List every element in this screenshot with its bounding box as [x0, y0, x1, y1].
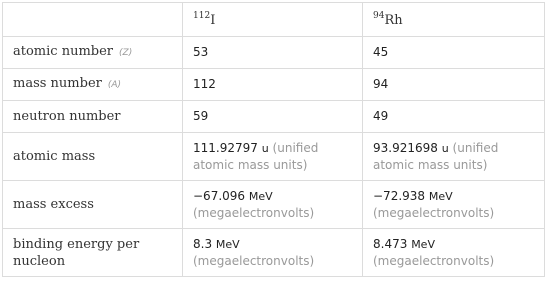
- value-number: 8.3: [193, 236, 213, 251]
- value-cell: [363, 181, 545, 229]
- value-unit: MeV: [248, 189, 273, 203]
- value-number: 8.473: [373, 236, 408, 251]
- row-label: atomic mass: [3, 133, 183, 181]
- value-cell: [183, 133, 363, 181]
- value-cell: 94: [363, 69, 545, 101]
- value-unit: MeV: [428, 189, 453, 203]
- isotope-comparison-table: [2, 2, 545, 277]
- row-label: atomic number (Z): [3, 37, 183, 69]
- row-symbol: (A): [107, 80, 122, 90]
- table-row-atomic-number: [3, 37, 545, 69]
- value-cell: 45: [363, 37, 545, 69]
- header-isotope-2: [363, 3, 545, 37]
- value-number: −67.096: [193, 188, 246, 203]
- value-cell: 59: [183, 101, 363, 133]
- isotope-2-mass-number: 94: [373, 11, 385, 21]
- unit-description: (megaelectronvolts): [373, 253, 495, 268]
- value-number: 111.92797: [193, 140, 258, 155]
- value-cell: [363, 229, 545, 277]
- isotope-1-symbol: I: [210, 13, 216, 28]
- row-label: mass number (A): [3, 69, 183, 101]
- value-unit: MeV: [215, 237, 240, 251]
- value-cell: 112: [183, 69, 363, 101]
- unit-description: (megaelectronvolts): [373, 205, 495, 220]
- table-row-neutron-number: [3, 101, 545, 133]
- row-label: binding energy per nucleon: [3, 229, 183, 277]
- isotope-2-symbol: Rh: [384, 13, 403, 28]
- row-symbol: (Z): [119, 48, 133, 58]
- header-row: [3, 3, 545, 37]
- value-unit: MeV: [411, 237, 435, 251]
- header-isotope-1: [183, 3, 363, 37]
- value-number: −72.938: [373, 188, 426, 203]
- table-row-atomic-mass: [3, 133, 545, 181]
- value-cell: [183, 181, 363, 229]
- unit-description: (unified atomic mass units): [193, 140, 319, 172]
- unit-description: (unified atomic mass units): [373, 140, 499, 172]
- value-number: 93.921698: [373, 140, 438, 155]
- table-row-mass-excess: [3, 181, 545, 229]
- value-cell: [363, 133, 545, 181]
- unit-description: (megaelectronvolts): [193, 253, 315, 268]
- value-unit: u: [441, 141, 449, 155]
- value-cell: 49: [363, 101, 545, 133]
- row-label: mass excess: [3, 181, 183, 229]
- table-row-mass-number: [3, 69, 545, 101]
- isotope-1-mass-number: 112: [193, 11, 211, 21]
- table-row-binding-energy: [3, 229, 545, 277]
- header-empty-cell: [3, 3, 183, 37]
- value-cell: [183, 229, 363, 277]
- value-cell: 53: [183, 37, 363, 69]
- row-label: neutron number: [3, 101, 183, 133]
- value-unit: u: [261, 141, 269, 155]
- unit-description: (megaelectronvolts): [193, 205, 315, 220]
